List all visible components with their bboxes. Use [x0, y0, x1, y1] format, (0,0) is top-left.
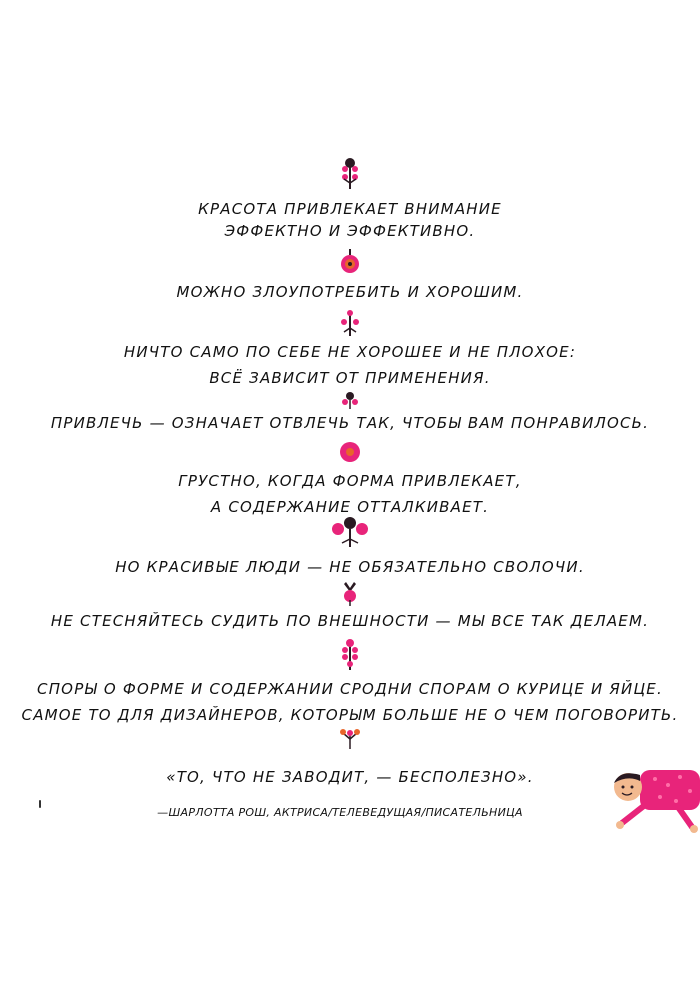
quote-3-line-1: НИЧТО САМО ПО СЕБЕ НЕ ХОРОШЕЕ И НЕ ПЛОХОЕ:: [123, 343, 577, 361]
flower-icon-4: [0, 390, 700, 410]
character-illustration: [600, 765, 700, 839]
flower-icon-8: [0, 638, 700, 672]
flower-icon-3: [0, 308, 700, 338]
quote-2-line-1: МОЖНО ЗЛОУПОТРЕБИТЬ И ХОРОШИМ.: [176, 283, 524, 301]
ink-speck: [39, 800, 41, 808]
flower-icon-7: [0, 582, 700, 606]
flower-icon-1: [0, 155, 700, 191]
quote-3-line-2: ВСЁ ЗАВИСИТ ОТ ПРИМЕНЕНИЯ.: [209, 369, 491, 387]
flower-icon-5: [0, 440, 700, 464]
quote-8-line-2: САМОЕ ТО ДЛЯ ДИЗАЙНЕРОВ, КОТОРЫМ БОЛЬШЕ НЕ О ЧЕМ ПОГОВОРИТЬ.: [21, 706, 679, 724]
quote-4-line-1: ПРИВЛЕЧЬ — ОЗНАЧАЕТ ОТВЛЕЧЬ ТАК, ЧТОБЫ ВАМ ПОНРАВИЛОСЬ.: [50, 414, 650, 432]
quote-5-line-1: ГРУСТНО, КОГДА ФОРМА ПРИВЛЕКАЕТ,: [178, 472, 522, 490]
quote-5-line-2: А СОДЕРЖАНИЕ ОТТАЛКИВАЕТ.: [210, 498, 490, 516]
quote-8-line-1: СПОРЫ О ФОРМЕ И СОДЕРЖАНИИ СРОДНИ СПОРАМ О КУРИЦЕ И ЯЙЦЕ.: [37, 680, 663, 698]
flower-icon-6: [0, 515, 700, 549]
quote-1-line-2: ЭФФЕКТНО И ЭФФЕКТИВНО.: [224, 222, 476, 240]
quote-6-line-1: НО КРАСИВЫЕ ЛЮДИ — НЕ ОБЯЗАТЕЛЬНО СВОЛОЧИ.: [115, 558, 585, 576]
final-quote-attribution: —ШАРЛОТТА РОШ, АКТРИСА/ТЕЛЕВЕДУЩАЯ/ПИСАТЕЛЬНИЦА: [157, 806, 523, 819]
quote-1-line-1: КРАСОТА ПРИВЛЕКАЕТ ВНИМАНИЕ: [198, 200, 502, 218]
final-quote-text: «ТО, ЧТО НЕ ЗАВОДИТ, — БЕСПОЛЕЗНО».: [166, 768, 534, 786]
flower-icon-2: [0, 245, 700, 275]
flower-icon-9: [0, 727, 700, 751]
quote-7-line-1: НЕ СТЕСНЯЙТЕСЬ СУДИТЬ ПО ВНЕШНОСТИ — МЫ ВСЕ ТАК ДЕЛАЕМ.: [50, 612, 650, 630]
